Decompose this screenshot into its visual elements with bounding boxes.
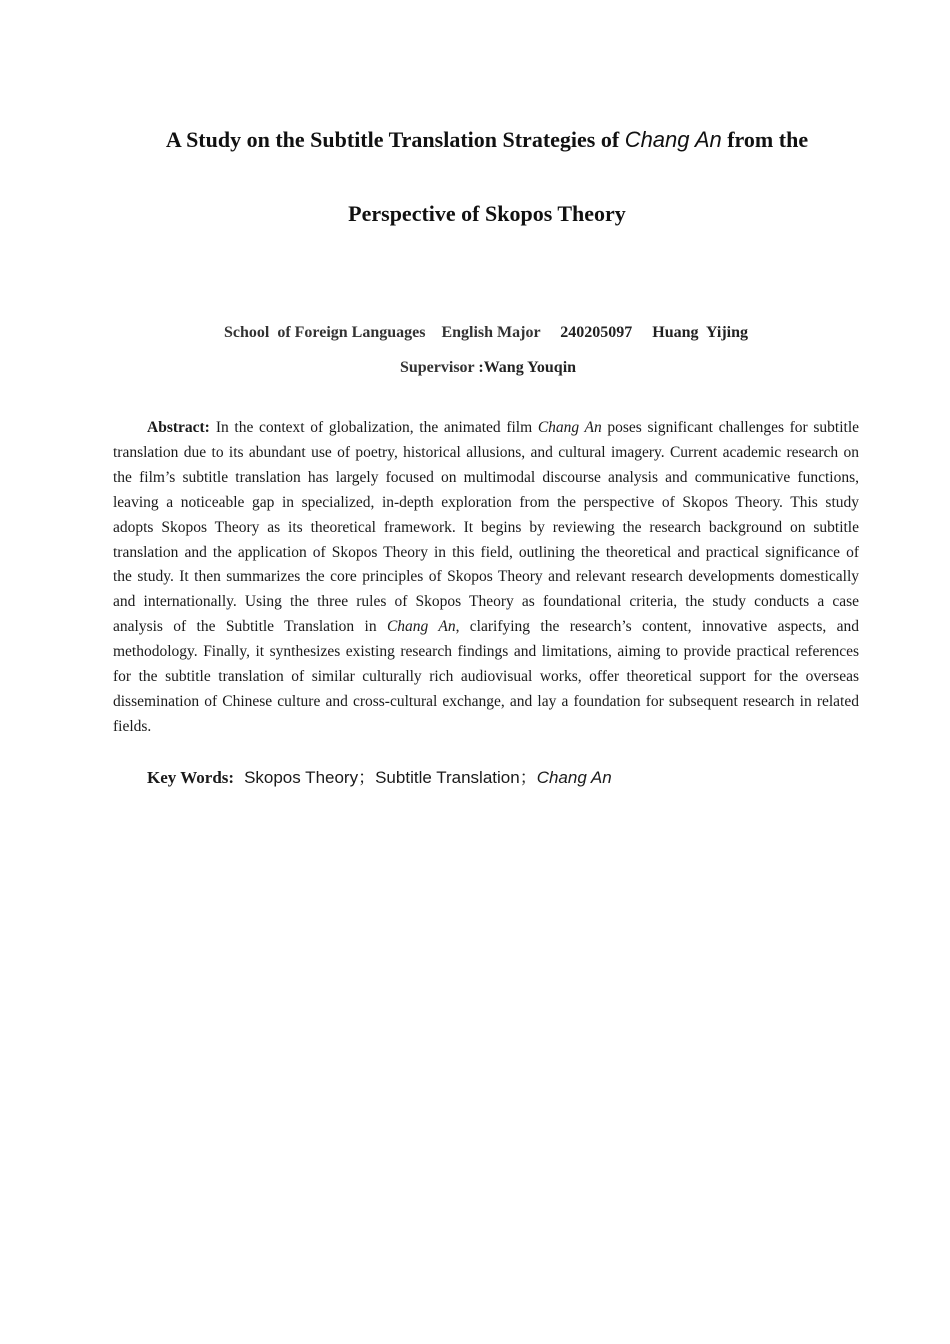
title-line-2: Perspective of Skopos Theory <box>348 201 626 226</box>
author-name: Huang Yijing <box>652 324 749 341</box>
keywords-line <box>147 766 859 790</box>
keyword-2: Subtitle Translation <box>375 768 520 787</box>
abstract-paragraph <box>113 416 859 740</box>
supervisor-name: :Wang Youqin <box>478 359 577 376</box>
abstract-italic-film-2: Chang An <box>386 618 456 636</box>
keyword-3: Chang An <box>536 768 612 787</box>
abstract-label: Abstract: <box>147 419 210 436</box>
keyword-separator-2: ； <box>519 768 537 787</box>
supervisor-label: Supervisor <box>399 359 475 376</box>
abstract-text-3: , clarifying the research’s content, innovative aspects, and methodology. Finally, it synthesizes existing research findings and limitations, aiming to provide practical references for the subtitle translation of similar culturally rich audiovisual works, offer theoretical support for the overseas dissemination of Chinese culture and cross-cultural exchange, and lay a foundation for subsequent research in related fields. <box>113 618 859 735</box>
major-name: English Major <box>441 324 541 341</box>
keywords-label: Key Words: <box>147 768 235 787</box>
school-name: School of Foreign Languages <box>223 324 426 341</box>
title-text-1: A Study on the Subtitle Translation Strategies of <box>165 127 625 152</box>
keyword-separator-1: ； <box>358 768 376 787</box>
abstract-text-2: poses significant challenges for subtitle translation due to its abundant use of poetry, historical allusions, and cultural imagery. Current academic research on the film’s subtitle translation has largely focused on multimodal discourse analysis and communicative functions, leaving a noticeable gap in specialized, in-depth exploration from the perspective of Skopos Theory. This study adopts Skopos Theory as its theoretical framework. It begins by reviewing the research background on subtitle translation and the application of Skopos Theory in this field, outlining the theoretical and practical significance of the study. It then summarizes the core principles of Skopos Theory and relevant research developments domestically and internationally. Using the three rules of Skopos Theory as foundational criteria, the study conducts a case analysis of the Subtitle Translation in <box>113 419 859 636</box>
keyword-1: Skopos Theory <box>244 768 359 787</box>
abstract-italic-film-1: Chang An <box>537 419 602 436</box>
student-id: 240205097 <box>560 324 633 341</box>
title-line-1 <box>90 126 884 154</box>
title-text-2: from the <box>721 127 809 152</box>
abstract-text-1: In the context of globalization, the animated film <box>215 419 538 436</box>
author-info <box>0 322 950 344</box>
supervisor-info <box>0 357 950 379</box>
title-italic-film: Chang An <box>624 127 722 152</box>
